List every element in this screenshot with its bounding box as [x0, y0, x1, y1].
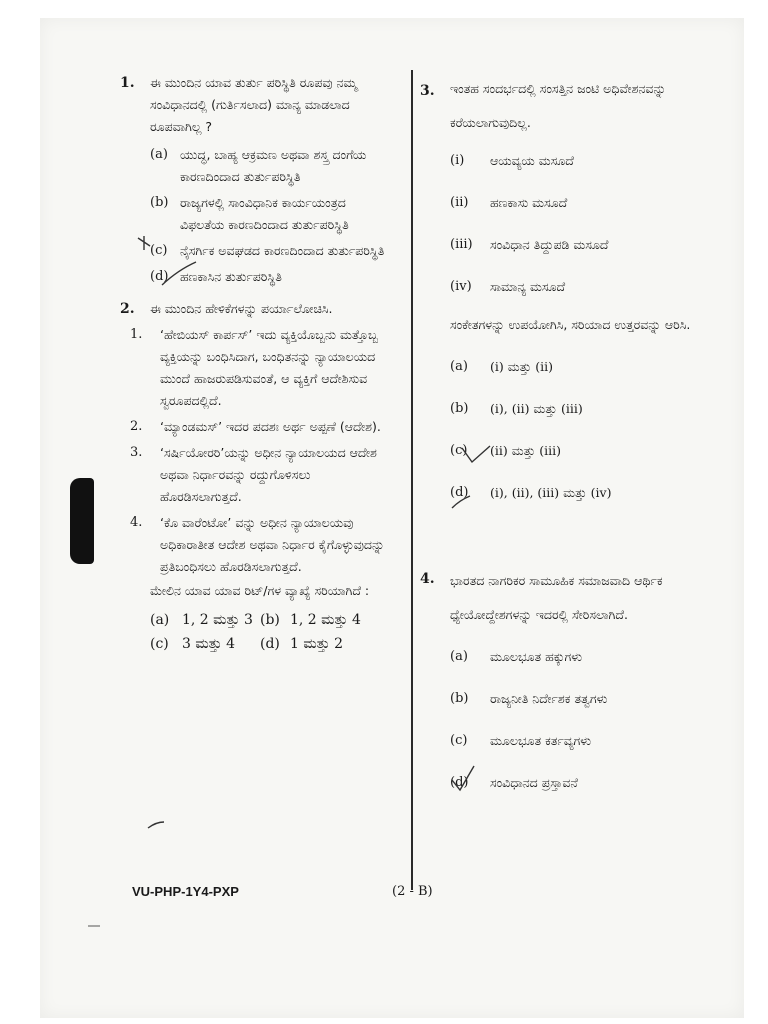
item-number: (iii)	[450, 237, 473, 252]
answer-text-a: 1, 2 ಮತ್ತು 3	[182, 612, 253, 628]
option-label: (b)	[450, 691, 469, 706]
item-number: (i)	[450, 153, 465, 168]
option-text: ಹಣಕಾಸಿನ ತುರ್ತುಪರಿಸ್ಥಿತಿ	[180, 269, 282, 284]
tick-mark-q1b	[138, 236, 150, 250]
paper-code: VU-PHP-1Y4-PXP	[132, 884, 239, 899]
q3-ask: ಸಂಕೇತಗಳನ್ನು ಉಪಯೋಗಿಸಿ, ಸರಿಯಾದ ಉತ್ತರವನ್ನು ಆರಿಸಿ.	[450, 317, 691, 332]
question-text: ಈ ಮುಂದಿನ ಯಾವ ತುರ್ತು ಪರಿಸ್ಥಿತಿ ರೂಪವು ನಮ್ಮ ಸಂವಿಧಾನದಲ್ಲಿ (ಗುರ್ತಿಸಲಾದ) ಮಾನ್ಯ ಮಾಡಲಾದ ರೂಪವಾಗಿಲ್ಲ ?	[150, 75, 358, 134]
statement-text: ‘ಹೇಬಿಯಸ್ ಕಾರ್ಪಸ್’ ಇದು ವ್ಯಕ್ತಿಯೊಬ್ಬನು ಮತ್ತೊಬ್ಬ ವ್ಯಕ್ತಿಯನ್ನು ಬಂಧಿಸಿದಾಗ, ಬಂಧಿತನನ್ನು ನ್ಯಾಯಾಲಯದ ಮುಂದೆ ಹಾಜರುಪಡಿಸುವಂತೆ, ಆ ವ್ಯಕ್ತಿಗೆ ಆದೇಶಿಸುವ ಸ್ವರೂಪದಲ್ಲಿದೆ.	[160, 327, 378, 408]
option-label: (d)	[450, 775, 469, 790]
tick-mark-q2a	[148, 822, 164, 828]
page-number: (2 - B)	[392, 884, 433, 899]
question-text: ಭಾರತದ ನಾಗರಿಕರ ಸಾಮೂಹಿಕ ಸಮಾಜವಾದಿ ಆರ್ಥಿಕ ಧ್ಯೇಯೋದ್ದೇಶಗಳನ್ನು ಇದರಲ್ಲಿ ಸೇರಿಸಲಾಗಿದೆ.	[450, 573, 663, 622]
question-number: 4.	[420, 571, 435, 587]
statement-text: ‘ಮ್ಯಾಂಡಮಸ್’ ಇದರ ಪದಶಃ ಅರ್ಥ ಅಪ್ಪಣೆ (ಆದೇಶ).	[160, 419, 381, 434]
option-label: (d)	[450, 485, 469, 500]
question-text: ಈ ಮುಂದಿನ ಹೇಳಿಕೆಗಳನ್ನು ಪರ್ಯಾಲೋಚಿಸಿ.	[150, 301, 333, 316]
option-label: (b)	[450, 401, 469, 416]
option-text: (i), (ii), (iii) ಮತ್ತು (iv)	[490, 485, 612, 500]
statement-number: 1.	[130, 327, 143, 342]
question-number: 2.	[120, 301, 135, 317]
item-text: ಆಯವ್ಯಯ ಮಸೂದೆ	[490, 153, 574, 168]
option-text: ಯುದ್ಧ, ಬಾಹ್ಯ ಆಕ್ರಮಣ ಅಥವಾ ಶಸ್ತ್ರ ದಂಗೆಯ ಕಾರಣದಿಂದಾದ ತುರ್ತುಪರಿಸ್ಥಿತಿ	[180, 147, 367, 184]
tick-mark-q3b	[462, 446, 490, 462]
answer-label-b: (b)	[260, 612, 280, 628]
option-label: (c)	[450, 733, 468, 748]
tick-mark-q1c	[162, 262, 196, 285]
question-text: ಇಂತಹ ಸಂದರ್ಭದಲ್ಲಿ ಸಂಸತ್ತಿನ ಜಂಟಿ ಅಧಿವೇಶನವನ್ನು ಕರೆಯಲಾಗುವುದಿಲ್ಲ.	[450, 81, 667, 130]
item-text: ಹಣಕಾಸು ಮಸೂದೆ	[490, 195, 568, 210]
option-label: (a)	[450, 359, 468, 374]
statement-text: ‘ಕೊ ವಾರೆಂಟೋ’ ವನ್ನು ಅಧೀನ ನ್ಯಾಯಾಲಯವು ಅಧಿಕಾರಾತೀತ ಆದೇಶ ಅಥವಾ ನಿರ್ಧಾರ ಕೈಗೊಳ್ಳುವುದನ್ನು ಪ್ರತಿಬಂಧಿಸಲು ಹೊರಡಿಸಲಾಗುತ್ತದೆ.	[160, 515, 385, 574]
option-label: (b)	[150, 195, 169, 210]
option-label: (a)	[150, 147, 168, 162]
answer-text-c: 3 ಮತ್ತು 4	[182, 636, 236, 652]
tick-mark-q3c	[452, 496, 470, 508]
item-number: (ii)	[450, 195, 469, 210]
answer-label-d: (d)	[260, 636, 280, 652]
item-text: ಸಂವಿಧಾನ ತಿದ್ದುಪಡಿ ಮಸೂದೆ	[490, 237, 609, 252]
tick-mark-q4b	[452, 766, 474, 790]
item-number: (iv)	[450, 279, 472, 294]
answer-label-a: (a)	[150, 612, 170, 628]
option-label: (c)	[150, 243, 168, 258]
answer-text-b: 1, 2 ಮತ್ತು 4	[290, 612, 361, 628]
option-text: ನೈಸರ್ಗಿಕ ಅವಘಡದ ಕಾರಣದಿಂದಾದ ತುರ್ತುಪರಿಸ್ಥಿತಿ	[180, 243, 385, 258]
option-text: ಮೂಲಭೂತ ಕರ್ತವ್ಯಗಳು	[490, 733, 592, 748]
statement-number: 2.	[130, 419, 143, 434]
answer-label-c: (c)	[150, 636, 169, 652]
statement-text: ‘ಸರ್ಷಿಯೋರರಿ’ಯನ್ನು ಅಧೀನ ನ್ಯಾಯಾಲಯದ ಆದೇಶ ಅಥವಾ ನಿರ್ಧಾರವನ್ನು ರದ್ದುಗೊಳಿಸಲು ಹೊರಡಿಸಲಾಗುತ್ತದೆ.	[160, 445, 377, 504]
option-label: (a)	[450, 649, 468, 664]
option-label: (c)	[450, 443, 468, 458]
answer-text-d: 1 ಮತ್ತು 2	[290, 636, 344, 652]
option-text: ಸಂವಿಧಾನದ ಪ್ರಸ್ತಾವನೆ	[490, 775, 578, 790]
q2-ask: ಮೇಲಿನ ಯಾವ ಯಾವ ರಿಟ್/ಗಳ ವ್ಯಾಖ್ಯೆ ಸರಿಯಾಗಿದೆ :	[150, 583, 370, 598]
item-text: ಸಾಮಾನ್ಯ ಮಸೂದೆ	[490, 279, 566, 294]
option-text: (i), (ii) ಮತ್ತು (iii)	[490, 401, 583, 416]
option-text: ರಾಜ್ಯಗಳಲ್ಲಿ ಸಾಂವಿಧಾನಿಕ ಕಾರ್ಯಯಂತ್ರದ ವಿಫಲತೆಯ ಕಾರಣದಿಂದಾದ ತುರ್ತುಪರಿಸ್ಥಿತಿ	[180, 195, 349, 232]
option-text: ರಾಜ್ಯನೀತಿ ನಿರ್ದೇಶಕ ತತ್ವಗಳು	[490, 691, 608, 706]
statement-number: 3.	[130, 445, 143, 460]
option-text: (ii) ಮತ್ತು (iii)	[490, 443, 561, 458]
option-label: (d)	[150, 269, 169, 284]
option-text: (i) ಮತ್ತು (ii)	[490, 359, 553, 374]
question-number: 1.	[120, 75, 135, 91]
question-number: 3.	[420, 83, 435, 99]
statement-number: 4.	[130, 515, 143, 530]
option-text: ಮೂಲಭೂತ ಹಕ್ಕುಗಳು	[490, 649, 583, 664]
